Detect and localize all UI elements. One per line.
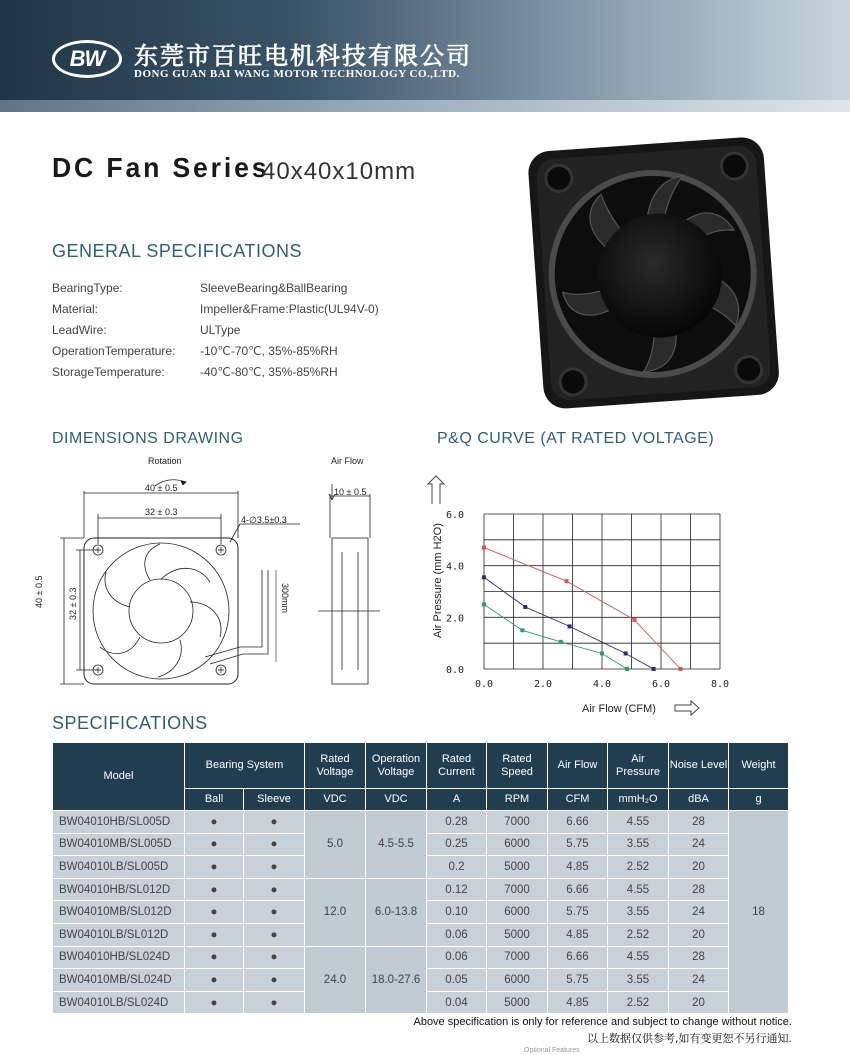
header-weight: Weight — [729, 743, 789, 789]
spec-table — [52, 742, 789, 1014]
ball-bearing-dot: ● — [185, 901, 244, 924]
current-cell: 0.06 — [427, 923, 487, 946]
pq-data-point — [625, 667, 629, 671]
y-tick-label: 4.0 — [445, 561, 464, 573]
model-cell: BW04010MB/SL005D — [53, 833, 185, 856]
model-cell: BW04010LB/SL005D — [53, 856, 185, 879]
noise-cell: 20 — [669, 923, 729, 946]
spec-value: SleeveBearing&BallBearing — [200, 281, 348, 295]
subheader: VDC — [305, 789, 366, 811]
pq-data-point — [632, 618, 636, 622]
spec-value: -40℃-80℃, 35%-85%RH — [200, 365, 338, 379]
subheader: CFM — [548, 789, 608, 811]
pressure-cell: 4.55 — [608, 878, 669, 901]
disclaimer-en: Above specification is only for reference and subject to change without notice. — [413, 1016, 792, 1028]
subheader: mmH₂O — [608, 789, 669, 811]
noise-cell: 24 — [669, 901, 729, 924]
speed-cell: 5000 — [487, 991, 548, 1014]
pressure-cell: 3.55 — [608, 901, 669, 924]
ball-bearing-dot: ● — [185, 991, 244, 1014]
lead-length-label: 300mm — [280, 583, 290, 614]
pq-data-point — [520, 628, 524, 632]
y-tick-label: 2.0 — [445, 613, 464, 625]
width-32-label: 32 ± 0.3 — [145, 507, 178, 517]
speed-cell: 5000 — [487, 923, 548, 946]
disclaimer-cn: 以上数据仅供参考,如有变更恕不另行通知. — [587, 1032, 792, 1045]
op-voltage-cell: 6.0-13.8 — [366, 878, 427, 946]
subheader: dBA — [669, 789, 729, 811]
spec-value: ULType — [200, 323, 241, 337]
speed-cell: 5000 — [487, 856, 548, 879]
x-tick-label: 6.0 — [651, 679, 671, 690]
noise-cell: 20 — [669, 856, 729, 879]
x-tick-label: 2.0 — [533, 679, 553, 690]
ball-bearing-dot: ● — [185, 878, 244, 901]
footer-text: Optional Features — [524, 1047, 580, 1054]
sleeve-bearing-dot: ● — [244, 811, 305, 834]
header-rated-voltage: Rated Voltage — [305, 743, 366, 789]
header-model: Model — [53, 743, 185, 811]
width-40-label: 40 ± 0.5 — [145, 483, 178, 493]
model-cell: BW04010LB/SL024D — [53, 991, 185, 1014]
op-voltage-cell: 4.5-5.5 — [366, 811, 427, 879]
pq-data-point — [559, 640, 563, 644]
current-cell: 0.06 — [427, 946, 487, 969]
height-32-label: 32 ± 0.3 — [68, 587, 78, 620]
right-arrow-icon — [675, 701, 699, 715]
pq-data-point — [565, 579, 569, 583]
pressure-cell: 2.52 — [608, 923, 669, 946]
current-cell: 0.2 — [427, 856, 487, 879]
speed-cell: 6000 — [487, 901, 548, 924]
hole-label: 4-∅3.5±0.3 — [241, 515, 287, 525]
noise-cell: 28 — [669, 811, 729, 834]
pq-data-point — [568, 624, 572, 628]
company-name-cn: 东莞市百旺电机科技有限公司 — [134, 41, 472, 70]
pressure-cell: 2.52 — [608, 856, 669, 879]
noise-cell: 28 — [669, 946, 729, 969]
current-cell: 0.28 — [427, 811, 487, 834]
spec-value: -10℃-70℃, 35%-85%RH — [200, 344, 338, 358]
airflow-cell: 4.85 — [548, 991, 608, 1014]
table-row — [53, 946, 789, 969]
pq-ylabel: Air Pressure (mm H2O) — [432, 523, 444, 638]
spec-label: StorageTemperature: — [52, 365, 165, 379]
model-cell: BW04010MB/SL024D — [53, 969, 185, 992]
x-tick-label: 4.0 — [592, 679, 612, 690]
pq-data-point — [482, 602, 486, 606]
sleeve-bearing-dot: ● — [244, 833, 305, 856]
subheader: Sleeve — [244, 789, 305, 811]
op-voltage-cell: 18.0-27.6 — [366, 946, 427, 1014]
airflow-label: Air Flow — [331, 456, 364, 466]
header-airflow: Air Flow — [548, 743, 608, 789]
speed-cell: 6000 — [487, 833, 548, 856]
sleeve-bearing-dot: ● — [244, 991, 305, 1014]
spec-label: OperationTemperature: — [52, 344, 176, 358]
header-bearing: Bearing System — [185, 743, 305, 789]
rotation-label: Rotation — [148, 456, 182, 466]
pressure-cell: 2.52 — [608, 991, 669, 1014]
noise-cell: 20 — [669, 991, 729, 1014]
spec-label: BearingType: — [52, 281, 123, 295]
sleeve-bearing-dot: ● — [244, 856, 305, 879]
ball-bearing-dot: ● — [185, 923, 244, 946]
current-cell: 0.12 — [427, 878, 487, 901]
height-40-label: 40 ± 0.5 — [34, 575, 44, 608]
rated-voltage-cell: 5.0 — [305, 811, 366, 879]
x-tick-label: 8.0 — [710, 679, 730, 690]
pq-chart — [425, 474, 735, 724]
weight-cell: 18 — [729, 811, 789, 1014]
current-cell: 0.10 — [427, 901, 487, 924]
speed-cell: 6000 — [487, 969, 548, 992]
airflow-cell: 6.66 — [548, 811, 608, 834]
pq-series-line — [484, 577, 654, 669]
sleeve-bearing-dot: ● — [244, 946, 305, 969]
header-speed: Rated Speed — [487, 743, 548, 789]
series-title: DC Fan Series — [52, 152, 270, 183]
speed-cell: 7000 — [487, 946, 548, 969]
dimensions-heading: DIMENSIONS DRAWING — [52, 430, 244, 447]
airflow-cell: 5.75 — [548, 969, 608, 992]
size-title: 40x40x10mm — [262, 158, 417, 185]
spec-label: Material: — [52, 302, 99, 316]
current-cell: 0.04 — [427, 991, 487, 1014]
subheader: A — [427, 789, 487, 811]
pq-data-point — [678, 667, 682, 671]
subheader: Ball — [185, 789, 244, 811]
y-tick-label: 6.0 — [445, 510, 464, 521]
current-cell: 0.25 — [427, 833, 487, 856]
pq-data-point — [652, 667, 656, 671]
subheader: VDC — [366, 789, 427, 811]
model-cell: BW04010HB/SL024D — [53, 946, 185, 969]
airflow-cell: 6.66 — [548, 946, 608, 969]
airflow-cell: 4.85 — [548, 923, 608, 946]
header-divider — [0, 100, 850, 112]
pq-data-point — [482, 575, 486, 579]
spec-value: Impeller&Frame:Plastic(UL94V-0) — [200, 302, 379, 316]
header-noise: Noise Level — [669, 743, 729, 789]
y-tick-label: 0.0 — [445, 665, 464, 676]
table-row — [53, 811, 789, 834]
rated-voltage-cell: 12.0 — [305, 878, 366, 946]
ball-bearing-dot: ● — [185, 856, 244, 879]
spec-label: LeadWire: — [52, 323, 107, 337]
fan-photo — [522, 136, 784, 420]
subheader: g — [729, 789, 789, 811]
airflow-cell: 5.75 — [548, 833, 608, 856]
header-pressure: Air Pressure — [608, 743, 669, 789]
subheader: RPM — [487, 789, 548, 811]
sleeve-bearing-dot: ● — [244, 901, 305, 924]
header-current: Rated Current — [427, 743, 487, 789]
pq-data-point — [624, 652, 628, 656]
noise-cell: 24 — [669, 969, 729, 992]
general-spec-heading: GENERAL SPECIFICATIONS — [52, 241, 303, 261]
pressure-cell: 4.55 — [608, 946, 669, 969]
rated-voltage-cell: 24.0 — [305, 946, 366, 1014]
noise-cell: 24 — [669, 833, 729, 856]
sleeve-bearing-dot: ● — [244, 878, 305, 901]
pq-data-point — [482, 546, 486, 550]
speed-cell: 7000 — [487, 878, 548, 901]
model-cell: BW04010HB/SL005D — [53, 811, 185, 834]
pressure-cell: 4.55 — [608, 811, 669, 834]
airflow-cell: 6.66 — [548, 878, 608, 901]
pq-heading: P&Q CURVE (AT RATED VOLTAGE) — [437, 430, 715, 447]
pressure-cell: 3.55 — [608, 833, 669, 856]
table-row — [53, 878, 789, 901]
specifications-heading: SPECIFICATIONS — [52, 713, 208, 733]
header-op-voltage: Operation Voltage — [366, 743, 427, 789]
ball-bearing-dot: ● — [185, 833, 244, 856]
noise-cell: 28 — [669, 878, 729, 901]
up-arrow-icon — [428, 476, 444, 504]
airflow-cell: 4.85 — [548, 856, 608, 879]
ball-bearing-dot: ● — [185, 811, 244, 834]
ball-bearing-dot: ● — [185, 946, 244, 969]
current-cell: 0.05 — [427, 969, 487, 992]
airflow-cell: 5.75 — [548, 901, 608, 924]
pressure-cell: 3.55 — [608, 969, 669, 992]
x-tick-label: 0.0 — [474, 679, 494, 690]
model-cell: BW04010HB/SL012D — [53, 878, 185, 901]
model-cell: BW04010LB/SL012D — [53, 923, 185, 946]
pq-series-line — [484, 604, 627, 669]
ball-bearing-dot: ● — [185, 969, 244, 992]
model-cell: BW04010MB/SL012D — [53, 901, 185, 924]
sleeve-bearing-dot: ● — [244, 969, 305, 992]
pq-xlabel: Air Flow (CFM) — [582, 703, 656, 715]
pq-data-point — [523, 605, 527, 609]
company-name-en: DONG GUAN BAI WANG MOTOR TECHNOLOGY CO.,LTD. — [134, 68, 460, 80]
pq-data-point — [600, 652, 604, 656]
speed-cell: 7000 — [487, 811, 548, 834]
sleeve-bearing-dot: ● — [244, 923, 305, 946]
thickness-label: 10 ± 0.5 — [334, 487, 367, 497]
company-logo: BW — [52, 40, 122, 78]
